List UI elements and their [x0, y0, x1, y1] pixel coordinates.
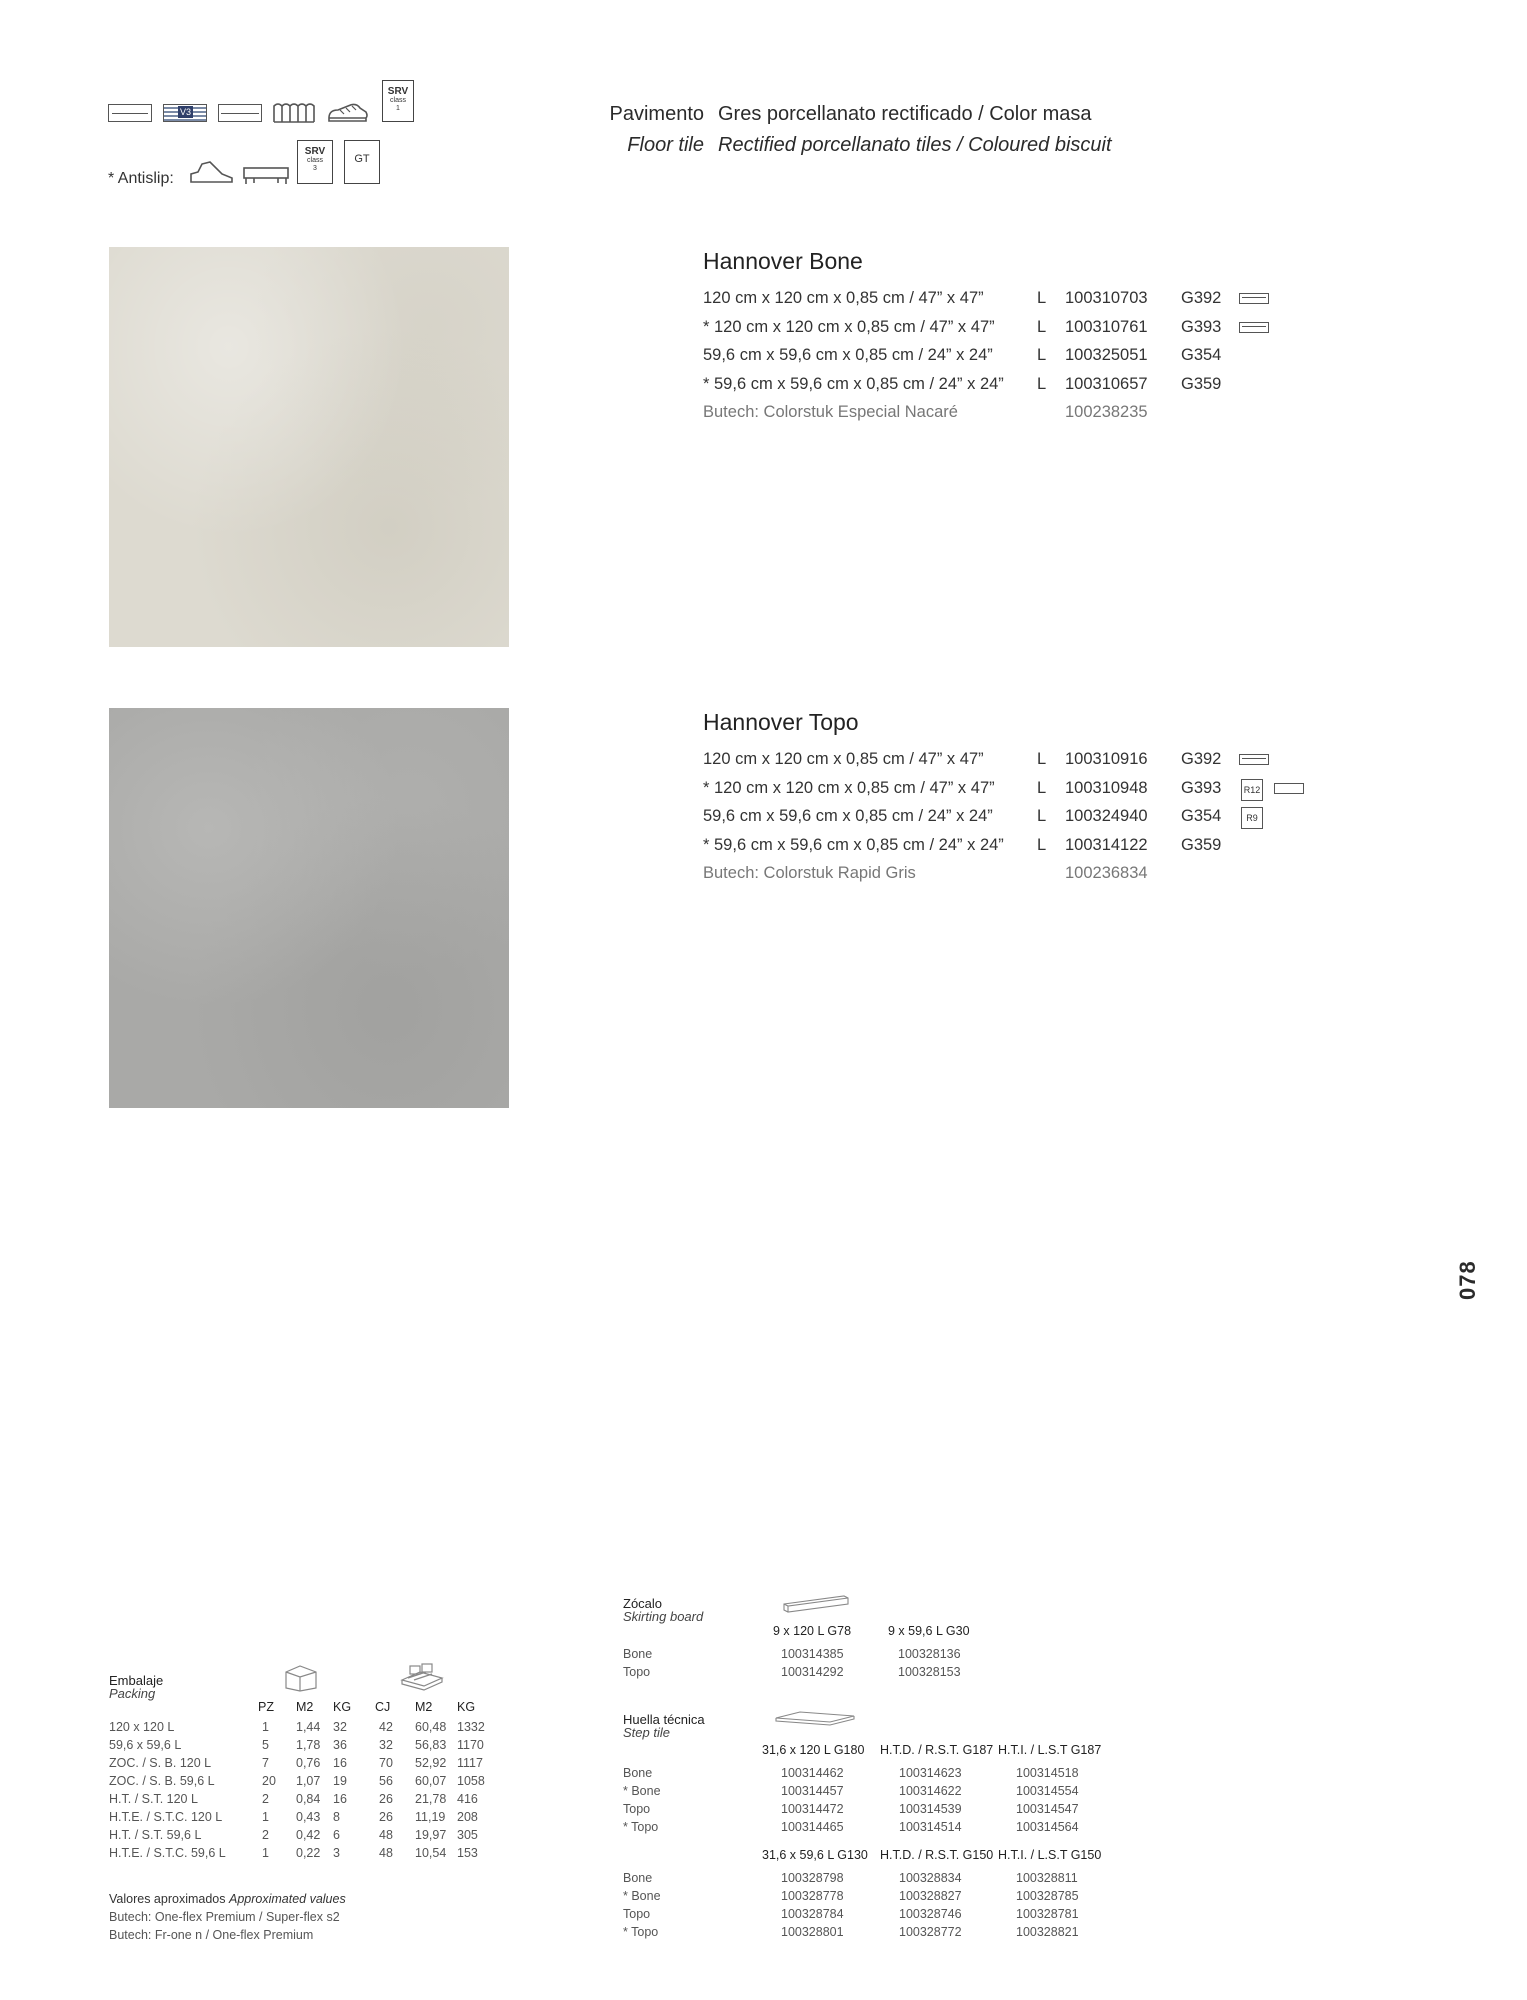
- packing-cell: 1: [262, 1720, 269, 1734]
- packing-cell: 0,22: [296, 1846, 321, 1860]
- packing-cell: 48: [379, 1828, 393, 1842]
- step-code: 100328821: [1016, 1925, 1079, 1939]
- note-es: Valores aproximados: [109, 1892, 226, 1906]
- step-row-label: Bone: [623, 1766, 653, 1780]
- packing-cell: 56,83: [415, 1738, 447, 1752]
- group-code: G393: [1181, 778, 1222, 797]
- packing-cell: 2: [262, 1828, 269, 1842]
- skirting-code: 100328153: [898, 1665, 961, 1679]
- group-code: G354: [1181, 346, 1222, 364]
- group-code: G354: [1181, 807, 1222, 825]
- skirting-code: 100328136: [898, 1647, 961, 1661]
- packing-cell: 16: [333, 1756, 347, 1770]
- step-code: 100328784: [781, 1907, 844, 1921]
- packing-cell: 1170: [457, 1738, 484, 1752]
- butech-row: [703, 864, 1323, 892]
- step-title-es: Huella técnica: [623, 1712, 705, 1727]
- product-code: 100324940: [1065, 807, 1148, 825]
- edge-code: L: [1037, 835, 1047, 854]
- step-code: 100328746: [899, 1907, 962, 1921]
- packing-cell: 19,97: [415, 1828, 447, 1842]
- spec-row: [703, 779, 1323, 807]
- spec-row: [703, 346, 1323, 374]
- step-code: 100314472: [781, 1802, 844, 1816]
- step-code: 100314514: [899, 1820, 962, 1834]
- step-title-en: Step tile: [623, 1725, 670, 1740]
- step-code: 100314539: [899, 1802, 962, 1816]
- spec-row: [703, 318, 1323, 346]
- butech-label: Butech: Colorstuk Rapid Gris: [703, 864, 916, 882]
- packing-cell: 0,76: [296, 1756, 321, 1770]
- srv-label: SRV: [304, 146, 326, 157]
- product-code: 100310703: [1065, 289, 1148, 307]
- packing-cell: 0,43: [296, 1810, 321, 1824]
- skirting-title-es: Zócalo: [623, 1596, 663, 1611]
- header-line2-right: Rectified porcellanato tiles / Coloured biscuit: [718, 134, 1112, 156]
- step-code: 100314547: [1016, 1802, 1079, 1816]
- packing-cell: 10,54: [415, 1846, 447, 1860]
- packing-row-label: ZOC. / S. B. 59,6 L: [109, 1774, 215, 1788]
- srv-class-label: class: [307, 157, 323, 164]
- note-en: Approximated values: [228, 1892, 346, 1906]
- size-text: 120 cm x 120 cm x 0,85 cm / 47” x 47”: [703, 289, 984, 307]
- gt-icon: [344, 140, 380, 184]
- skirting-header: 9 x 120 L G78: [773, 1624, 852, 1638]
- step-header: 31,6 x 59,6 L G130: [762, 1848, 868, 1862]
- packing-note-approx: [109, 1892, 346, 1906]
- step-code: 100328778: [781, 1889, 844, 1903]
- packing-row-label: H.T.E. / S.T.C. 120 L: [109, 1810, 223, 1824]
- packing-header: M2: [296, 1700, 314, 1714]
- packing-cell: 20: [262, 1774, 276, 1788]
- step-code: 100314518: [1016, 1766, 1079, 1780]
- size-text: 59,6 cm x 59,6 cm x 0,85 cm / 24” x 24”: [703, 346, 993, 364]
- edge-code: L: [1037, 374, 1047, 393]
- step-header: H.T.D. / R.S.T. G150: [880, 1848, 994, 1862]
- packing-cell: 0,84: [296, 1792, 321, 1806]
- tile-thickness-icon: [1239, 754, 1269, 765]
- page-number: 078: [1455, 1260, 1480, 1300]
- packing-row-label: 120 x 120 L: [109, 1720, 175, 1734]
- step-row-label: * Topo: [623, 1925, 659, 1939]
- packing-cell: 56: [379, 1774, 393, 1788]
- product-code: 100310916: [1065, 750, 1148, 768]
- step-code: 100314564: [1016, 1820, 1079, 1834]
- packing-cell: 1,07: [296, 1774, 321, 1788]
- packing-cell: 52,92: [415, 1756, 447, 1770]
- spec-row: [703, 375, 1323, 403]
- group-code: G392: [1181, 289, 1222, 307]
- packing-cell: 36: [333, 1738, 347, 1752]
- step-code: 100328811: [1016, 1871, 1078, 1885]
- packing-cell: 305: [457, 1828, 478, 1842]
- slab-icon: [218, 104, 262, 122]
- step-code: 100328834: [899, 1871, 962, 1885]
- step-row-label: Topo: [623, 1802, 651, 1816]
- packing-row-label: ZOC. / S. B. 120 L: [109, 1756, 212, 1770]
- step-row-label: Topo: [623, 1907, 651, 1921]
- antislip-label: * Antislip:: [108, 170, 174, 187]
- size-text: * 120 cm x 120 cm x 0,85 cm / 47” x 47”: [703, 778, 995, 797]
- packing-cell: 42: [379, 1720, 393, 1734]
- product-title: Hannover Topo: [703, 709, 859, 735]
- edge-code: L: [1037, 778, 1047, 797]
- packing-cell: 8: [333, 1810, 340, 1824]
- packing-cell: 32: [333, 1720, 347, 1734]
- edge-code: L: [1037, 807, 1047, 825]
- size-text: 59,6 cm x 59,6 cm x 0,85 cm / 24” x 24”: [703, 807, 993, 825]
- packing-cell: 11,19: [415, 1810, 446, 1824]
- step-code: 100328772: [899, 1925, 962, 1939]
- packing-cell: 1: [262, 1846, 269, 1860]
- step-code: 100328798: [781, 1871, 844, 1885]
- packing-cell: 32: [379, 1738, 393, 1752]
- packing-cell: 70: [379, 1756, 393, 1770]
- step-code: 100314622: [899, 1784, 962, 1798]
- product-code: 100314122: [1065, 835, 1148, 854]
- spec-row: [703, 289, 1323, 317]
- group-code: G359: [1181, 374, 1222, 393]
- skirting-header: 9 x 59,6 L G30: [888, 1624, 970, 1638]
- spec-row: [703, 807, 1323, 835]
- step-code: 100328785: [1016, 1889, 1079, 1903]
- step-header: H.T.D. / R.S.T. G187: [880, 1743, 994, 1757]
- tile-thickness-icon: [1239, 322, 1269, 333]
- packing-cell: 3: [333, 1846, 340, 1860]
- spec-row: [703, 836, 1323, 864]
- packing-title-es: Embalaje: [109, 1673, 164, 1688]
- step-code: 100314457: [781, 1784, 844, 1798]
- skirting-title: [623, 1597, 703, 1623]
- packing-cell: 0,42: [296, 1828, 321, 1842]
- product-code: 100310948: [1065, 778, 1148, 797]
- skirting-row-label: Topo: [623, 1665, 651, 1679]
- packing-cell: 1117: [457, 1756, 483, 1770]
- step-code: 100328827: [899, 1889, 962, 1903]
- srv-class-number: 3: [313, 165, 317, 172]
- antislip-shoe-icon: [188, 158, 236, 186]
- box-icon: [284, 1664, 318, 1692]
- v3-variation-icon: [163, 104, 207, 122]
- header-line2-left: Floor tile: [627, 134, 704, 156]
- tile-inner-line: [1242, 326, 1266, 327]
- product-code: 100310761: [1065, 317, 1148, 336]
- srv-label: SRV: [387, 86, 409, 97]
- packing-header: KG: [457, 1700, 476, 1714]
- packing-header: PZ: [258, 1700, 274, 1714]
- srv-class-number: 1: [396, 105, 400, 112]
- butech-code: 100236834: [1065, 864, 1148, 882]
- step-code: 100314465: [781, 1820, 844, 1834]
- edge-code: L: [1037, 750, 1047, 768]
- antislip-tile-icon: [242, 164, 290, 186]
- step-code: 100328781: [1016, 1907, 1079, 1921]
- packing-cell: 60,07: [415, 1774, 447, 1788]
- edge-code: L: [1037, 289, 1047, 307]
- v3-label: V3: [180, 107, 192, 117]
- packing-title: [109, 1674, 163, 1700]
- group-code: G359: [1181, 835, 1222, 854]
- gt-label: GT: [354, 153, 370, 165]
- packing-row-label: 59,6 x 59,6 L: [109, 1738, 182, 1752]
- packing-cell: 48: [379, 1846, 393, 1860]
- product-code: 100310657: [1065, 374, 1148, 393]
- packing-cell: 1332: [457, 1720, 485, 1734]
- skirting-row-label: Bone: [623, 1647, 653, 1661]
- step-code: 100314462: [781, 1766, 844, 1780]
- spec-row: [703, 750, 1323, 778]
- packing-cell: 21,78: [415, 1792, 447, 1806]
- step-code: 100328801: [781, 1925, 844, 1939]
- wall-comb-icon: [272, 100, 316, 124]
- rectified-edge-icon: [108, 104, 152, 122]
- packing-cell: 16: [333, 1792, 347, 1806]
- step-title: [623, 1713, 705, 1739]
- header-line1-left: Pavimento: [609, 103, 704, 125]
- step-row-label: Bone: [623, 1871, 653, 1885]
- step-header: 31,6 x 120 L G180: [762, 1743, 865, 1757]
- packing-cell: 416: [457, 1792, 478, 1806]
- packing-row-label: H.T. / S.T. 59,6 L: [109, 1828, 202, 1842]
- butech-row: [703, 403, 1323, 431]
- product-swatch-topo: [109, 708, 509, 1108]
- skirting-code: 100314292: [781, 1665, 844, 1679]
- size-text: * 120 cm x 120 cm x 0,85 cm / 47” x 47”: [703, 317, 995, 336]
- edge-code: L: [1037, 346, 1047, 364]
- product-title: Hannover Bone: [703, 248, 863, 274]
- packing-header: CJ: [375, 1700, 391, 1714]
- group-code: G392: [1181, 750, 1222, 768]
- packing-note-butech-2: Butech: Fr-one n / One-flex Premium: [109, 1928, 314, 1942]
- packing-row-label: H.T. / S.T. 120 L: [109, 1792, 198, 1806]
- pallet-icon: [398, 1662, 446, 1692]
- packing-cell: 1058: [457, 1774, 485, 1788]
- packing-cell: 60,48: [415, 1720, 447, 1734]
- packing-cell: 19: [333, 1774, 347, 1788]
- packing-header: KG: [333, 1700, 352, 1714]
- step-row-label: * Topo: [623, 1820, 659, 1834]
- butech-label: Butech: Colorstuk Especial Nacaré: [703, 403, 958, 421]
- step-row-label: * Bone: [623, 1784, 661, 1798]
- packing-cell: 153: [457, 1846, 478, 1860]
- packing-cell: 208: [457, 1810, 478, 1824]
- packing-cell: 6: [333, 1828, 340, 1842]
- step-code: 100314554: [1016, 1784, 1079, 1798]
- srv-class-label: class: [390, 97, 406, 104]
- step-tile-icon: [774, 1710, 856, 1730]
- step-header: H.T.I. / L.S.T G150: [998, 1848, 1102, 1862]
- tile-thickness-icon: [1274, 783, 1304, 794]
- group-code: G393: [1181, 317, 1222, 336]
- skirting-board-icon: [782, 1594, 850, 1614]
- product-swatch-bone: [109, 247, 509, 647]
- packing-cell: 1,44: [296, 1720, 321, 1734]
- packing-cell: 26: [379, 1792, 393, 1806]
- step-row-label: * Bone: [623, 1889, 661, 1903]
- packing-header: M2: [415, 1700, 433, 1714]
- skirting-title-en: Skirting board: [623, 1609, 704, 1624]
- slip-rating-badge: R9: [1241, 807, 1263, 829]
- packing-cell: 5: [262, 1738, 269, 1752]
- tile-thickness-icon: [1239, 293, 1269, 304]
- srv-class-3-icon: [297, 140, 333, 184]
- step-header: H.T.I. / L.S.T G187: [998, 1743, 1102, 1757]
- packing-cell: 7: [262, 1756, 269, 1770]
- butech-code: 100238235: [1065, 403, 1148, 421]
- edge-code: L: [1037, 317, 1047, 336]
- skirting-code: 100314385: [781, 1647, 844, 1661]
- header-line1-right: Gres porcellanato rectificado / Color masa: [718, 103, 1092, 125]
- packing-cell: 1,78: [296, 1738, 321, 1752]
- packing-title-en: Packing: [109, 1686, 156, 1701]
- product-code: 100325051: [1065, 346, 1148, 364]
- step-code: 100314623: [899, 1766, 962, 1780]
- packing-cell: 26: [379, 1810, 393, 1824]
- size-text: 120 cm x 120 cm x 0,85 cm / 47” x 47”: [703, 750, 984, 768]
- packing-row-label: H.T.E. / S.T.C. 59,6 L: [109, 1846, 226, 1860]
- packing-cell: 1: [262, 1810, 269, 1824]
- slip-rating-badge: R12: [1241, 779, 1263, 801]
- size-text: * 59,6 cm x 59,6 cm x 0,85 cm / 24” x 24”: [703, 374, 1004, 393]
- shoe-traffic-icon: [326, 98, 370, 124]
- srv-class-1-icon: [382, 80, 414, 122]
- tile-inner-line: [1242, 297, 1266, 298]
- packing-note-butech-1: Butech: One-flex Premium / Super-flex s2: [109, 1910, 340, 1924]
- size-text: * 59,6 cm x 59,6 cm x 0,85 cm / 24” x 24”: [703, 835, 1004, 854]
- tile-inner-line: [1242, 758, 1266, 759]
- packing-cell: 2: [262, 1792, 269, 1806]
